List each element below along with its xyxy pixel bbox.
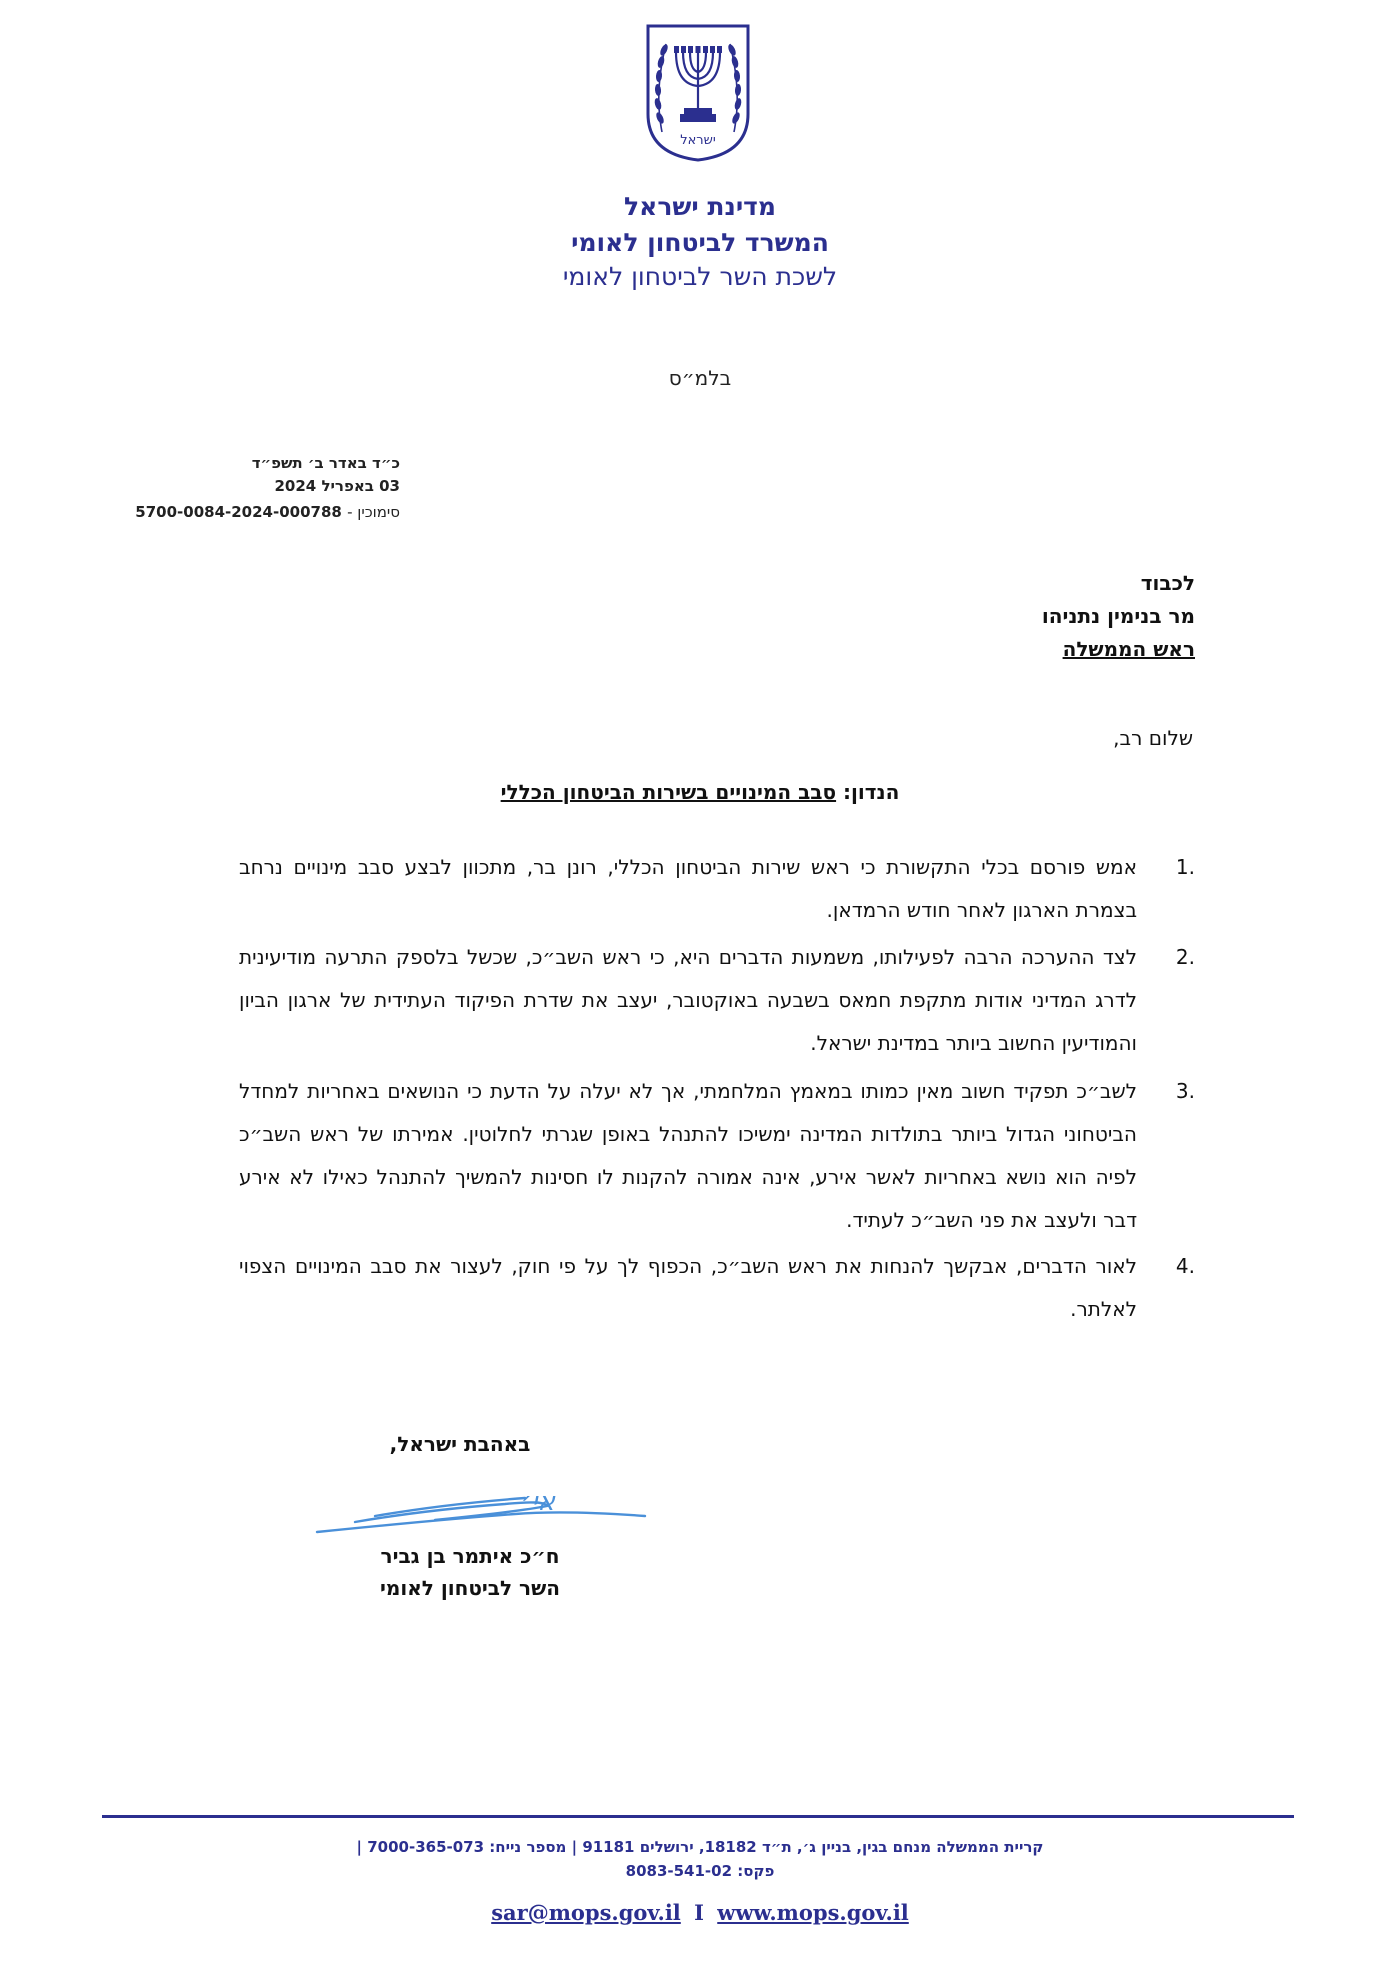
svg-text:ישראל: ישראל xyxy=(680,133,716,148)
handwritten-signature xyxy=(315,1470,665,1550)
signatory-title: השר לביטחון לאומי xyxy=(380,1576,560,1600)
email-link[interactable]: sar@mops.gov.il xyxy=(491,1900,681,1925)
paragraph-number: 2. xyxy=(1175,945,1195,969)
paragraph-2 xyxy=(195,936,1195,1065)
footer-fax: פקס: 8083-541-02 xyxy=(625,1862,775,1880)
addressee-honorific: לכבוד xyxy=(1140,571,1195,595)
office-name: לשכת השר לביטחון לאומי xyxy=(562,262,838,291)
addressee-name: מר בנימין נתניהו xyxy=(1041,604,1195,628)
classification-label: בלמ״ס xyxy=(668,366,732,390)
website-link[interactable]: www.mops.gov.il xyxy=(717,1900,909,1925)
gregorian-date: 03 באפריל 2024 xyxy=(274,477,400,495)
paragraph-4 xyxy=(195,1245,1195,1331)
paragraph-number: 1. xyxy=(1175,855,1195,879)
state-name: מדינת ישראל xyxy=(624,192,776,221)
paragraph-text: לאור הדברים, אבקשך להנחות את ראש השב״כ, הכפוף לך על פי חוק, לעצור את סבב המינויים הצפוי לאלתר. xyxy=(239,1254,1137,1321)
paragraph-text: אמש פורסם בכלי התקשורת כי ראש שירות הביטחון הכללי, רונן בר, מתכוון לבצע סבב מינויים נרחב בצמרת הארגון לאחר חודש הרמדאן. xyxy=(239,855,1137,922)
reference-number: 5700-0084-2024-000788 xyxy=(135,503,342,521)
svg-text:אי׳: אי׳ xyxy=(521,1487,555,1517)
footer-links xyxy=(300,1900,1100,1925)
paragraph-text: לשב״כ תפקיד חשוב מאין כמותו במאמץ המלחמתי, אך לא יעלה על הדעת כי הנושאים באחריות למחדל הביטחוני הגדול ביותר בתולדות המדינה ימשיכו להתנהל באופן שגרתי לחלוטין. אמירתו של ראש השב״כ לפיה הוא נושא באחריות לאשר אירע, אינה אמורה להקנות לו חסינות להמשיך להתנהל כאילו לא אירע דבר ולעצב את פני השב״כ לעתיד. xyxy=(239,1079,1137,1232)
subject-label: הנדון: xyxy=(843,780,900,804)
paragraph-number: 4. xyxy=(1175,1254,1195,1278)
paragraph-number: 3. xyxy=(1175,1079,1195,1103)
reference-line xyxy=(60,503,400,521)
reference-label: סימוכין - xyxy=(347,503,400,521)
addressee-title: ראש הממשלה xyxy=(1062,637,1195,661)
ministry-name: המשרד לביטחון לאומי xyxy=(571,228,829,257)
subject-text: סבב המינויים בשירות הביטחון הכללי xyxy=(500,780,837,804)
footer-address: קריית הממשלה מנחם בגין, בניין ג׳, ת״ד 18182, ירושלים 91181 | מספר נייח: 7000-365-073 | xyxy=(356,1838,1044,1856)
hebrew-date: כ״ד באדר ב׳ תשפ״ד xyxy=(251,454,400,472)
footer-link-separator: I xyxy=(694,1900,704,1925)
subject-line xyxy=(300,780,1100,804)
paragraph-text: לצד ההערכה הרבה לפעילותו, משמעות הדברים היא, כי ראש השב״כ, שכשל בלספק התרעה מודיעינית לדרג המדיני אודות מתקפת חמאס בשבעה באוקטובר, יעצב את שדרת הפיקוד העתידית של ארגון הביון והמודיעין החשוב ביותר במדינת ישראל. xyxy=(239,945,1137,1055)
menorah-emblem-icon xyxy=(642,22,754,164)
footer-divider xyxy=(102,1815,1294,1818)
greeting: שלום רב, xyxy=(1113,726,1193,750)
signatory-name: ח״כ איתמר בן גביר xyxy=(380,1544,560,1568)
closing-phrase: באהבת ישראל, xyxy=(389,1432,531,1456)
paragraph-3 xyxy=(195,1070,1195,1242)
paragraph-1 xyxy=(195,846,1195,932)
